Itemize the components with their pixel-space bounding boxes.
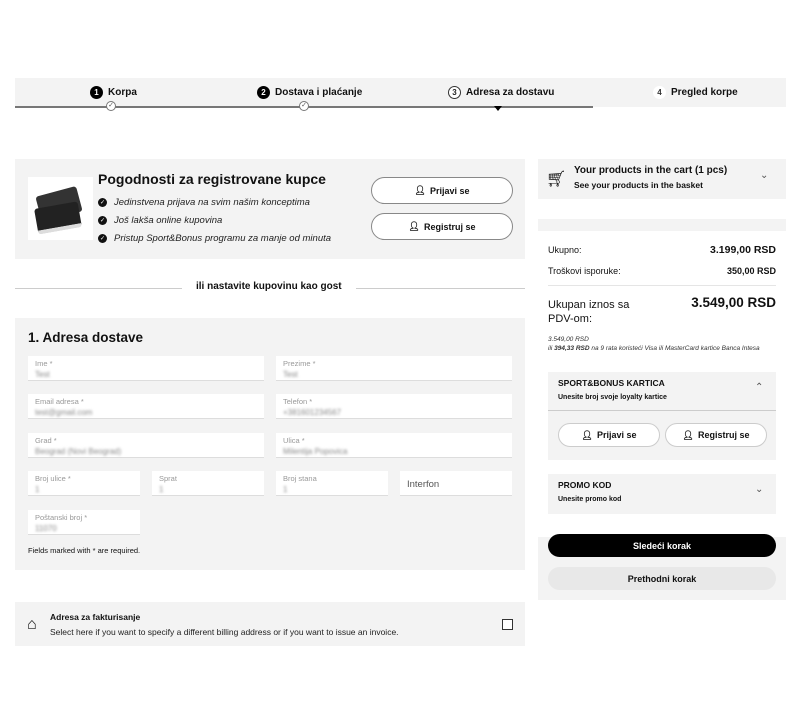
login-button[interactable]: 👤︎ Prijavi se [371,177,513,204]
loyalty-register-button[interactable]: 👤︎ Registruj se [665,423,767,447]
step-pregled [653,86,738,99]
user-icon: 👤︎ [414,185,426,195]
city-field[interactable]: Grad * Beograd (Novi Beograd) [28,433,264,458]
step-number: 4 [653,86,666,99]
benefit-item: ✓ Pristup Sport&Bonus programu za manje od minuta [99,233,332,244]
shipping-address-form [15,318,525,570]
chevron-down-icon: ⌄ [755,484,764,495]
benefit-item: ✓ Jedinstvena prijava na svim našim konceptima [99,197,310,208]
installment-info: 3.549,00 RSD ili 394,33 RSD na 9 rata koristeći Visa ili MasterCard kartice Banca Intesa [548,336,760,352]
street-field[interactable]: Ulica * Milentija Popovica [276,433,512,458]
first-name-field[interactable]: Ime * Test [28,356,264,381]
loyalty-card-section [548,372,776,460]
floor-field[interactable]: Sprat 1 [152,471,264,496]
phone-field[interactable]: Telefon * +381601234567 [276,394,512,419]
shipping-row: Troškovi isporuke: 350,00 RSD [548,266,776,276]
order-summary [538,219,786,600]
last-name-field[interactable]: Prezime * Test [276,356,512,381]
step-label: Korpa [108,87,137,98]
step-number: 2 [257,86,270,99]
user-icon: 👤︎ [581,429,593,440]
cart-subtitle: See your products in the basket [574,180,703,190]
promo-title: PROMO KOD [558,480,612,490]
checkout-stepper [15,78,786,107]
check-icon: ✓ [299,101,309,111]
guest-divider-text: ili nastavite kupovinu kao gost [182,281,356,292]
previous-step-button[interactable]: Prethodni korak [548,567,776,590]
step-label: Adresa za dostavu [466,87,555,98]
billing-title: Adresa za fakturisanje [50,612,141,622]
check-badge-icon: ✓ [99,200,106,206]
benefit-item: ✓ Još lakša online kupovina [99,215,223,226]
cart-title: Your products in the cart (1 pcs) [574,165,728,176]
next-step-button[interactable]: Sledeći korak [548,534,776,557]
step-number: 3 [448,86,461,99]
required-note: Fields marked with * are required. [28,546,141,555]
street-number-field[interactable]: Broj ulice * 1 [28,471,140,496]
total-value: 3.549,00 RSD [691,295,776,310]
step-korpa[interactable] [90,86,137,99]
loyalty-subtitle: Unesite broj svoje loyalty kartice [558,394,667,401]
promo-code-toggle[interactable] [548,474,776,514]
billing-description: Select here if you want to specify a different billing address or if you want to issue an invoice. [50,627,399,637]
loyalty-cards-image [28,177,93,240]
postal-code-field[interactable]: Poštanski broj * 11070 [28,510,140,535]
step-label: Dostava i plaćanje [275,87,363,98]
user-add-icon: 👤︎ [408,221,420,231]
step-dostava[interactable] [257,86,362,99]
registered-benefits-panel [15,159,525,259]
user-add-icon: 👤︎ [682,429,694,440]
email-field[interactable]: Email adresa * test@gmail.com [28,394,264,419]
check-badge-icon: ✓ [99,236,106,242]
total-label: Ukupan iznos sa PDV-om: [548,299,630,325]
billing-address-panel[interactable] [15,602,525,646]
step-label: Pregled korpe [671,87,738,98]
current-step-marker-icon [494,106,502,111]
apartment-field[interactable]: Broj stana 1 [276,471,388,496]
check-badge-icon: ✓ [99,218,106,224]
section-title: 1. Adresa dostave [28,330,144,345]
chevron-up-icon[interactable]: ⌃ [755,382,764,393]
register-button[interactable]: 👤︎ Registruj se [371,213,513,240]
intercom-field[interactable]: Interfon [400,471,512,496]
chevron-down-icon: ⌄ [760,170,769,181]
step-adresa [448,86,554,99]
subtotal-row: Ukupno: 3.199,00 RSD [548,244,776,256]
loyalty-login-button[interactable]: 👤︎ Prijavi se [558,423,660,447]
loyalty-title: SPORT&BONUS KARTICA [558,378,665,388]
cart-icon: 🛒︎ [546,171,567,188]
benefits-title: Pogodnosti za registrovane kupce [98,171,326,187]
promo-subtitle: Unesite promo kod [558,496,622,503]
home-icon: ⌂ [27,616,37,633]
cart-products-toggle[interactable] [538,159,786,199]
billing-checkbox[interactable] [502,619,513,630]
step-number: 1 [90,86,103,99]
check-icon: ✓ [106,101,116,111]
